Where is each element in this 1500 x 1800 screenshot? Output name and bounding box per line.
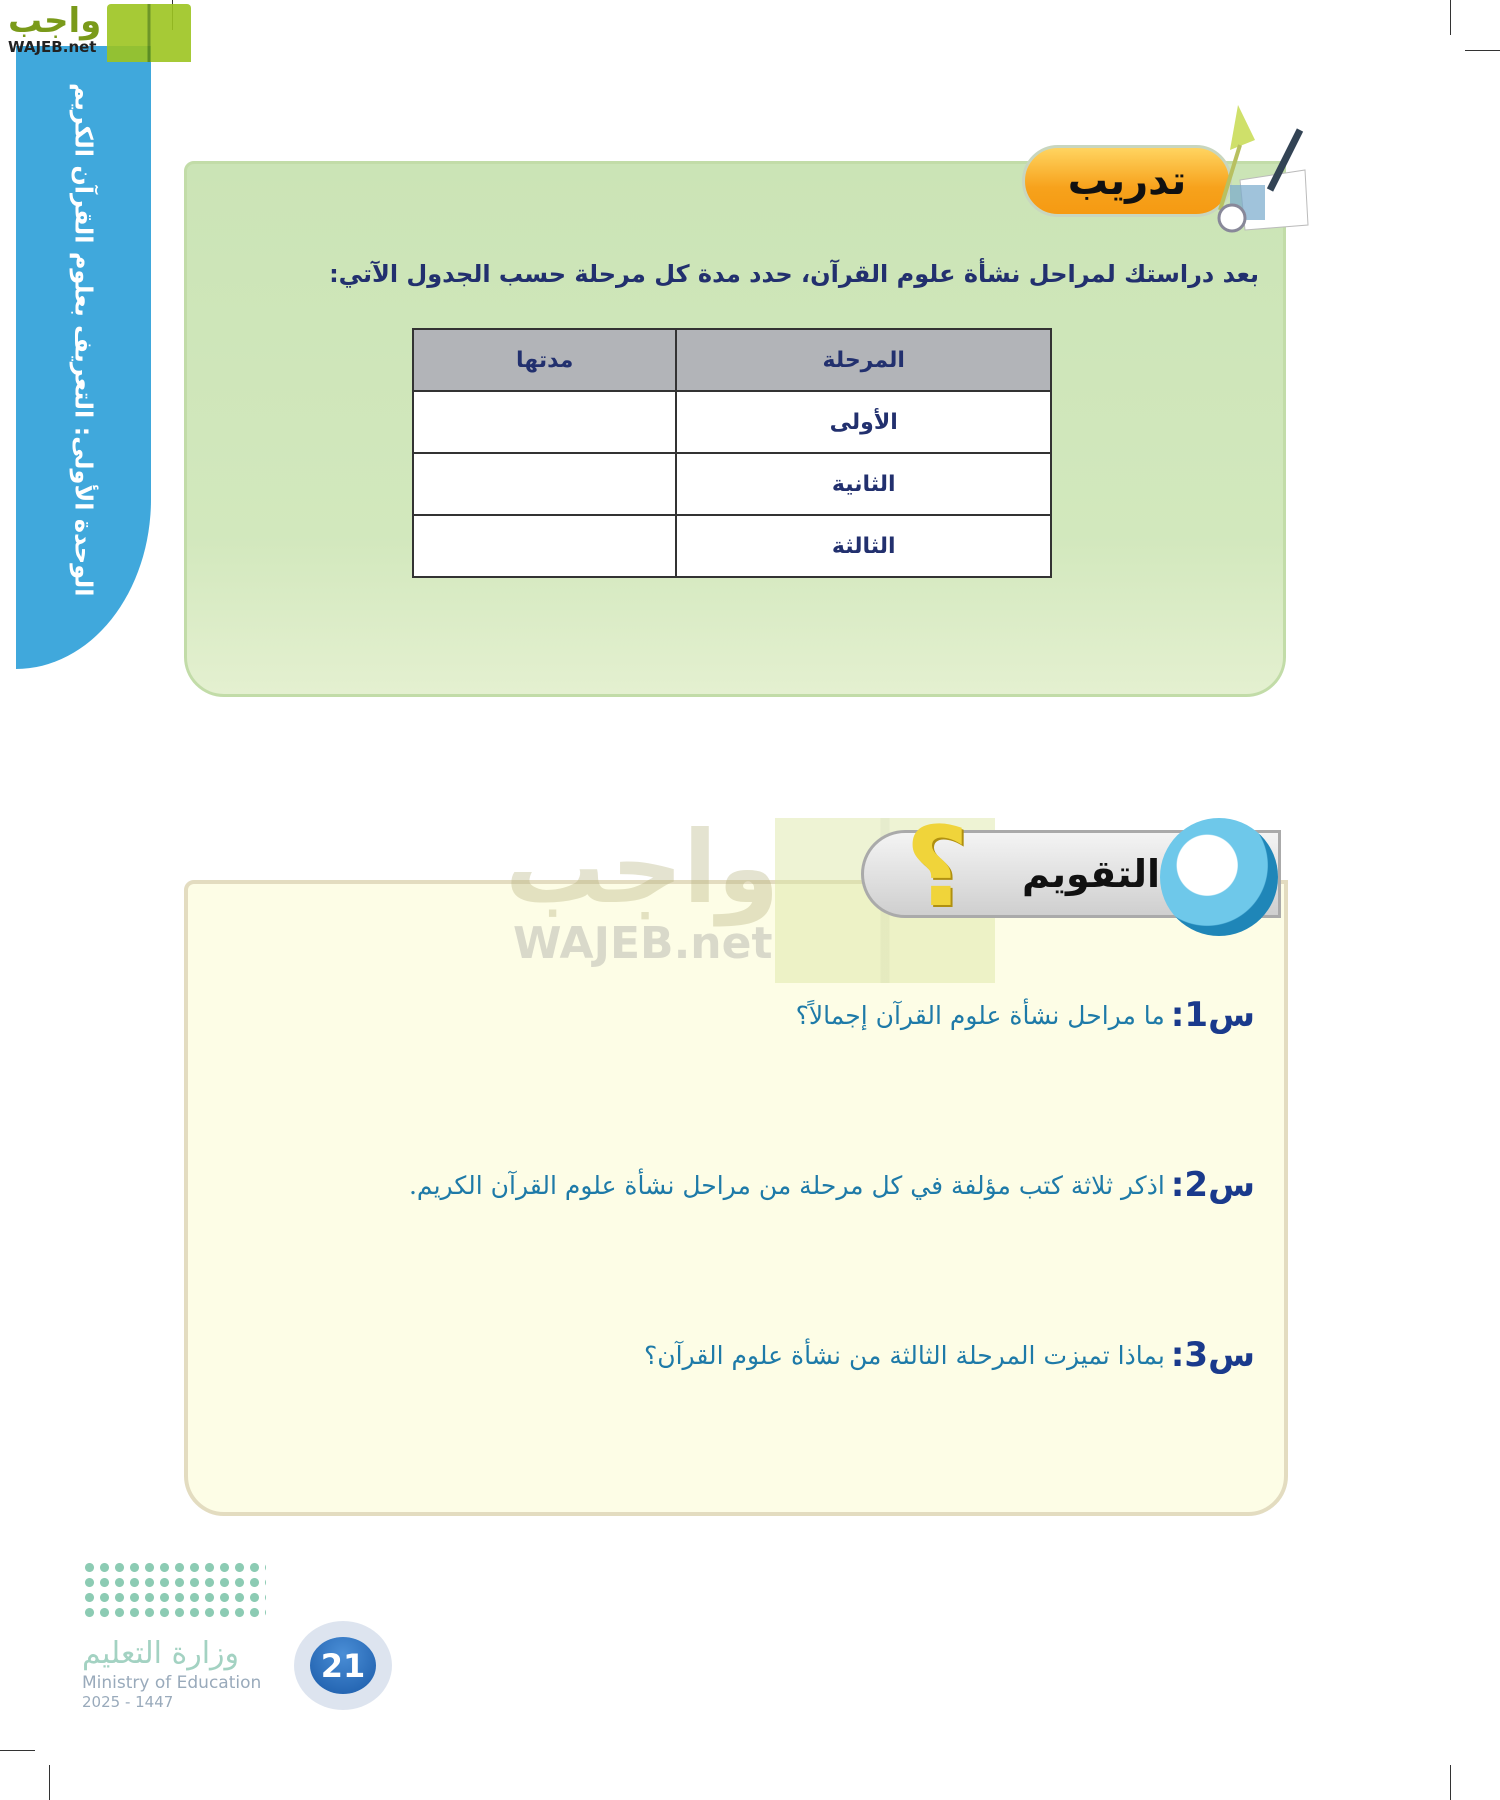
edition-year: 2025 - 1447 [82, 1693, 174, 1711]
watermark-arabic: واجب [505, 809, 780, 926]
unit-title: الوحدة الأولى: التعريف بعلوم القرآن الكريم [69, 83, 98, 597]
training-instruction: بعد دراستك لمراحل نشأة علوم القرآن، حدد مدة كل مرحلة حسب الجدول الآتي: [329, 260, 1259, 288]
book-icon [107, 4, 191, 62]
crop-mark [1450, 0, 1451, 35]
logo-latin: WAJEB.net [8, 38, 97, 56]
watermark-latin: WAJEB.net [513, 918, 773, 969]
wajeb-logo [8, 1, 191, 62]
ministry-logo [82, 1560, 266, 1711]
duration-cell[interactable] [413, 391, 676, 453]
stage-cell: الأولى [676, 391, 1051, 453]
crop-mark [1465, 50, 1500, 51]
question-1 [796, 995, 1255, 1035]
stage-cell: الثالثة [676, 515, 1051, 577]
duration-cell[interactable] [413, 453, 676, 515]
table-row [413, 453, 1051, 515]
stages-table [412, 328, 1052, 578]
desk-lamp-book-icon [1200, 100, 1310, 235]
crop-mark [49, 1765, 50, 1800]
evaluation-badge-label: التقويم [1021, 852, 1161, 896]
ministry-dots-emblem [82, 1560, 266, 1620]
crop-mark [1450, 1765, 1451, 1800]
stage-cell: الثانية [676, 453, 1051, 515]
question-text: ما مراحل نشأة علوم القرآن إجمالاً؟ [795, 1000, 1165, 1030]
refresh-arrow-icon [1160, 818, 1278, 936]
table-row [413, 515, 1051, 577]
table-row [413, 391, 1051, 453]
ministry-name-english: Ministry of Education [82, 1673, 262, 1693]
crop-mark [0, 1750, 35, 1751]
question-number: س1: [1170, 995, 1255, 1035]
question-text: بماذا تميزت المرحلة الثالثة من نشأة علوم القرآن؟ [643, 1340, 1165, 1370]
column-header: المرحلة [676, 329, 1051, 391]
logo-arabic: واجب [8, 1, 102, 41]
training-badge-label: تدريب [1067, 158, 1187, 204]
question-text: اذكر ثلاثة كتب مؤلفة في كل مرحلة من مراحل نشأة علوم القرآن الكريم. [408, 1170, 1165, 1200]
table-header-row [413, 329, 1051, 391]
ministry-name-arabic: وزارة التعليم [82, 1636, 240, 1671]
watermark [505, 809, 780, 969]
question-3 [644, 1335, 1255, 1375]
question-number: س2: [1170, 1165, 1255, 1205]
duration-cell[interactable] [413, 515, 676, 577]
unit-title-wrap [16, 80, 151, 600]
question-2 [409, 1165, 1255, 1205]
column-header: مدتها [413, 329, 676, 391]
question-mark-icon: ؟ [905, 803, 969, 931]
question-number: س3: [1170, 1335, 1255, 1375]
page-number: 21 [310, 1637, 376, 1694]
